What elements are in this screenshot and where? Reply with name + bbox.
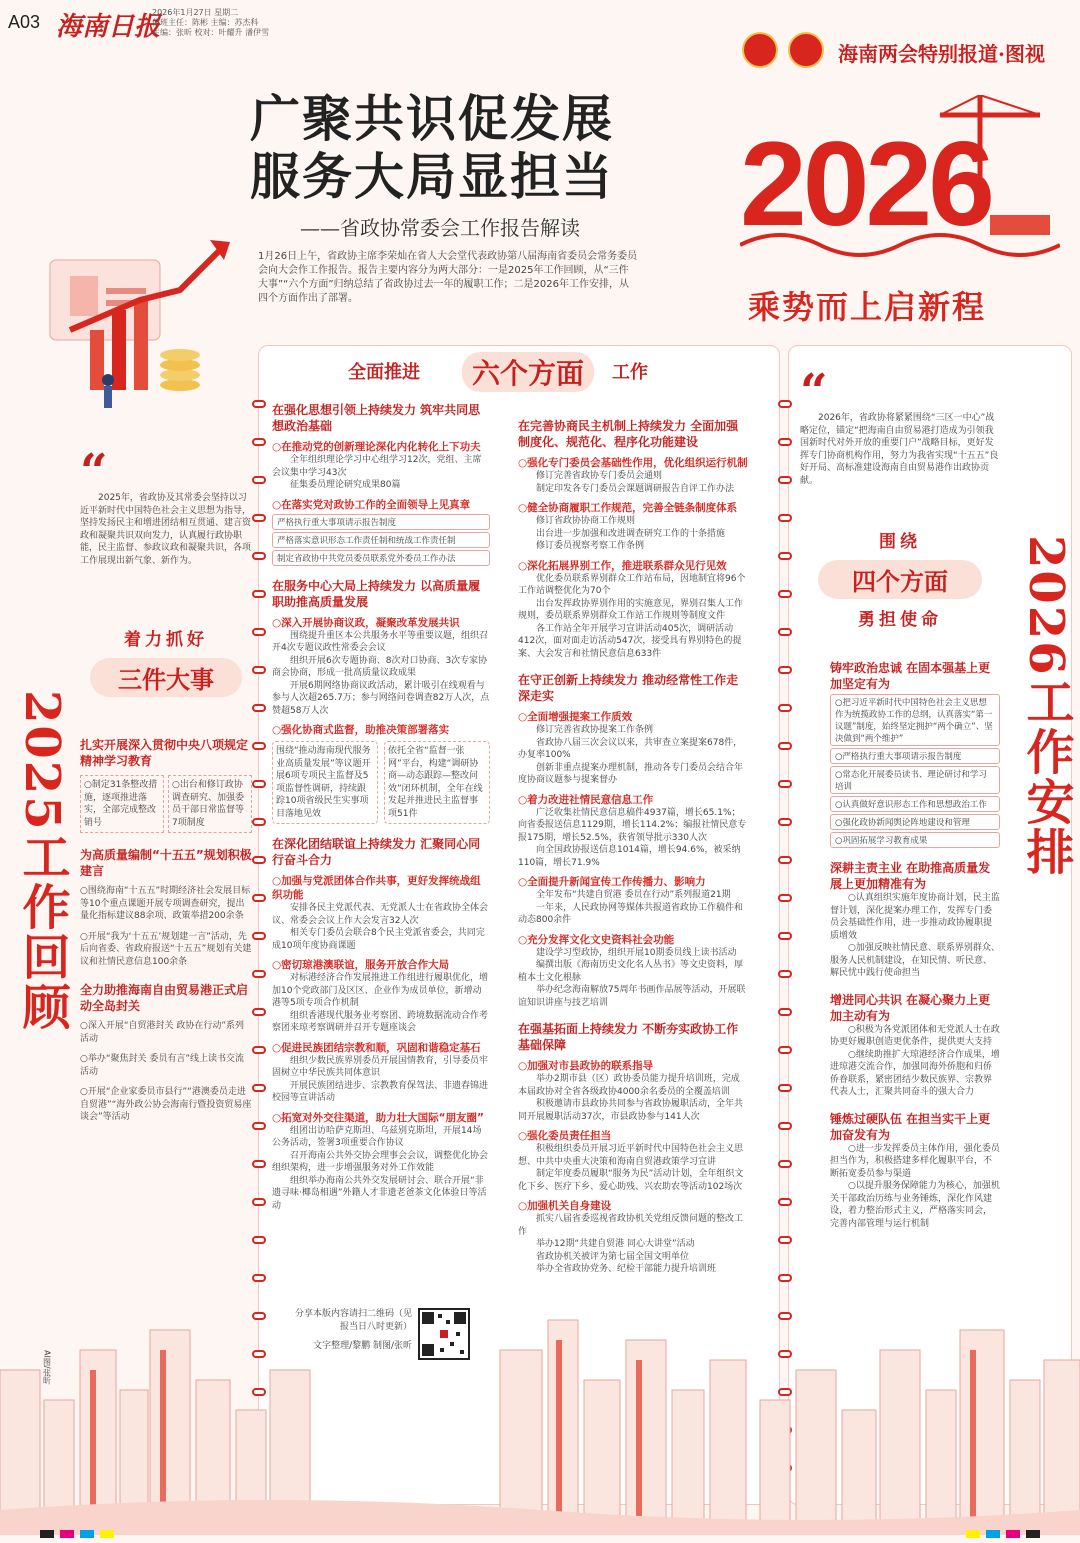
- mid-c1-subsection-title: ○强化协商式监督，助推决策部署落实: [272, 724, 450, 736]
- mid-c2-text: 广泛收集社情民意信息稿件4937篇，增长65.1%；向省委报送信息1129期，增长114.2%；编报社情民意专报175期，增长52.5%，获省领导批示330人次: [518, 807, 747, 843]
- mid-c2-subsection-title: ○深化拓展界别工作，推进联系群众见行见效: [518, 559, 727, 572]
- binder-ring: [252, 1274, 266, 1282]
- binder-ring: [778, 1198, 792, 1206]
- binder-ring: [778, 970, 792, 978]
- binder-ring: [252, 1160, 266, 1168]
- mid-c2-text: 举办2期市县（区）政协委员能力提升培训班，完成本届政协对全省各级政协4000余名委员的全覆盖培训: [518, 1074, 740, 1097]
- mid-c1-pair-a: 围绕“推动海南现代服务业高质量发展”等议题开展6项专项民主监督及5项监督性调研，持续跟踪10项省级民生实事项目落地见效: [272, 741, 378, 824]
- event-2-p1: ○围绕海南“十五五”时期经济社会发展目标等10个重点课题开展专项调查研究，提出量化指标建议88余项、政策举措200余条: [80, 886, 251, 921]
- mid-c2-text: 修订省政协协商工作规则: [536, 516, 636, 526]
- illustration-credit: AI图/张昕: [42, 1350, 52, 1385]
- binder-ring: [252, 552, 266, 560]
- plan-2026-title: 2026工作安排: [1018, 535, 1074, 877]
- mid-c2-text: 省政协八届三次会议以来，共审查立案提案678件，办复率100%: [518, 737, 743, 760]
- mid-c2-text: 优化委员联系界别群众工作站布局，因地制宜将96个工作站调整优化为70个: [518, 573, 746, 596]
- share-note: 分享本版内容请扫二维码（见报当日八时更新）: [294, 1309, 412, 1332]
- binder-ring: [252, 1008, 266, 1016]
- mid-c1-text: 组织少数民族界别委员开展国情教育，引导委员牢固树立中华民族共同体意识: [272, 1055, 489, 1078]
- mid-c2-text: 修订完善省政协专门委员会通则: [536, 471, 663, 481]
- mid-c1-text: 严格执行重大事项请示报告制度: [272, 514, 490, 530]
- plan-text: ○认真做好意识形态工作和思想政治工作: [830, 796, 1000, 812]
- event-2-p2: ○开展“我为‘十五五’规划建一言”活动，先后向省委、省政府报送“十五五”规划有关建议和社情民意信息100余条: [80, 931, 252, 967]
- binder-ring: [252, 590, 266, 598]
- binder-ring: [252, 1046, 266, 1054]
- binder-ring: [252, 1122, 266, 1130]
- page-number: A03: [8, 12, 41, 32]
- mid-c2-text: 积极组织委员开展习近平新时代中国特色社会主义思想、中共中央重大决策和海南自贸港政策学习宣讲: [518, 1144, 744, 1167]
- binder-ring: [252, 514, 266, 522]
- four-aspects-lead: 围绕: [879, 532, 921, 552]
- event-3-p3: ○开展“企业家委员市县行”“港澳委员走进自贸港”“海外政公协会海南行暨投资贸易座谈会”等活动: [80, 1087, 252, 1122]
- headline-line-1: 广聚共识促发展: [250, 90, 614, 148]
- mid-c2-subsection-title: ○着力改进社情民意信息工作: [518, 793, 654, 806]
- plan-text: ○以提升服务保障能力为核心，加强机关干部政治历练与业务锤炼，深化作风建设，着力整治形式主义，严格落实同会，完善内部管理与运行机制: [830, 1181, 1000, 1229]
- mid-c1-subsection-title: ○在推动党的创新理论深化内化转化上下功夫: [272, 441, 481, 453]
- binder-ring: [778, 628, 792, 636]
- mid-c2-text: 一年来，人民政协网等媒体共报道省政协工作稿件和动态800余件: [518, 902, 744, 925]
- main-headline: [250, 90, 614, 206]
- plan-section-title: 锤炼过硬队伍 在担当实干上更加奋发有为: [830, 1111, 991, 1142]
- binder-ring: [252, 476, 266, 484]
- binder-ring: [778, 438, 792, 446]
- binder-ring: [252, 894, 266, 902]
- review-2025-title: 2025工作回顾: [14, 690, 70, 1032]
- mid-c2-section-title: 在守正创新上持续发力 推动经常性工作走深走实: [518, 673, 739, 703]
- national-emblem-icon: [742, 32, 778, 68]
- event-3-p2: ○举办“聚焦封关 委员有言”线上读书交流活动: [80, 1054, 245, 1077]
- mid-c1-subsection-title: ○加强与党派团体合作共事，更好发挥统战组织功能: [272, 875, 481, 901]
- mid-c2-text: 建设学习型政协，组织开展10期委员线上读书活动: [536, 947, 737, 958]
- mid-c2-text: 制定年度委员履职“服务为民”活动计划，全年组织文化下乡、医疗下乡、爱心助残、兴农助农等活动102场次: [518, 1169, 744, 1192]
- mid-c1-section-title: 在强化思想引领上持续发力 筑牢共同思想政治基础: [272, 403, 481, 433]
- binder-ring: [778, 1122, 792, 1130]
- mid-c2-text: 各工作站全年开展学习宣讲活动405次，调研活动412次，面对面走访活动547次，接受具有界别特色的提案、大会发言和社情民意信息633件: [518, 623, 742, 659]
- headline-line-2: 服务大局显担当: [250, 148, 614, 206]
- binder-ring: [778, 666, 792, 674]
- mid-c2-text: 创新非重点提案办理机制，推动各专门委员会结合年度协商议题参与提案督办: [518, 762, 744, 785]
- binder-ring: [252, 400, 266, 408]
- binder-ring: [252, 970, 266, 978]
- mid-c2-subsection-title: ○加强机关自身建设: [518, 1200, 612, 1212]
- mid-c1-text: 组织香港现代服务业考察团、跨境数据流动合作考察团来琼考察调研并召开专题座谈会: [272, 1010, 489, 1033]
- binder-ring: [778, 1008, 792, 1016]
- mid-c2-section-title: 在强基拓面上持续发力 不断夯实政协工作基础保障: [518, 1022, 739, 1052]
- binder-ring: [778, 400, 792, 408]
- slogan: 乘势而上启新程: [748, 288, 987, 326]
- mid-c2-subsection-title: ○全面增强提案工作质效: [518, 711, 633, 723]
- mid-c1-text: 召开海南公共外交协会理事会会议，调整优化协会组织架构，进一步增强服务对外工作效能: [272, 1150, 489, 1173]
- binder-ring: [252, 856, 266, 864]
- mid-c2-text: 抓实八届省委巡视省政协机关党组反馈问题的整改工作: [518, 1214, 744, 1237]
- six-aspects-tail: 工作: [612, 362, 648, 383]
- event-2-title: 为高质量编制“十五五”规划积极建言: [80, 848, 252, 878]
- mid-c1-subsection-title: ○深入开展协商议政，凝聚改革发展共识: [272, 616, 460, 629]
- six-aspects-lead: 全面推进: [348, 362, 420, 383]
- mid-c1-text: 制定省政协中共党员委员联系党外委员工作办法: [272, 550, 490, 566]
- credits: 文字整理/黎鹏 制图/张昕: [313, 1341, 412, 1351]
- binder-ring: [778, 818, 792, 826]
- binder-ring: [252, 1236, 266, 1244]
- mid-c1-subsection-title: ○密切琼港澳联谊，服务开放合作大局: [272, 959, 450, 971]
- binder-ring: [778, 1236, 792, 1244]
- plan-column-top: [800, 364, 1000, 630]
- plan-text: ○认真组织实施年度协商计划，民主监督计划，深化提案办理工作，发挥专门委员会基础性作用，进一步推动政协履职提质增效: [830, 893, 1000, 941]
- binder-ring: [778, 590, 792, 598]
- event-1-boxes: [80, 775, 252, 833]
- binder-ring: [778, 1274, 792, 1282]
- mid-c1-pair: [272, 741, 490, 824]
- mid-c2-text: 向全国政协报送信息1014篇，增长94.6%，被采纳110篇，增长71.9%: [518, 845, 741, 868]
- mid-c1-text: 严格落实意识形态工作责任制和统战工作责任制: [272, 532, 490, 548]
- binder-ring: [252, 438, 266, 446]
- year-illustration: [740, 95, 1060, 265]
- mid-c1-text: 组团出访哈萨克斯坦、乌兹别克斯坦，开展14场公务活动，签署3项重要合作协议: [272, 1125, 482, 1148]
- mid-c2-subsection-title: ○强化委员责任担当: [518, 1130, 612, 1142]
- mid-c2-subsection-title: ○全面提升新闻宣传工作传播力、影响力: [518, 876, 706, 888]
- mid-c2-text: 省政协机关被评为第七届全国文明单位: [536, 1251, 690, 1262]
- cppcc-emblem-icon: [788, 32, 824, 68]
- mid-c1-section-title: 在服务中心大局上持续发力 以高质量履职助推高质量发展: [272, 578, 481, 609]
- year-number: 2026: [740, 117, 991, 251]
- review-quote: 2025年，省政协及其常委会坚持以习近平新时代中国特色社会主义思想为指导，坚持发扬民主和增进团结相互贯通、建言资政和凝聚共识双向发力，认真履行政协职能，民主监督、参政议政和凝聚共识，各项工作展现出新气象、新作为。: [80, 493, 252, 566]
- binder-ring: [778, 1084, 792, 1092]
- six-aspects-column-1: [272, 402, 490, 1212]
- three-events-lead: 着力抓好: [124, 630, 208, 650]
- event-3-p1: ○深入开展“自贸港封关 政协在行动”系列活动: [80, 1021, 245, 1044]
- plan-text: ○强化政协新闻舆论阵地建设和管理: [830, 814, 1000, 830]
- mid-c1-pair-b: 依托全省“监督一张网”平台，构建“调研协商—动态跟踪—整改问效”闭环机制，全年在线发起并推进民主监督事项51件: [384, 741, 490, 824]
- binder-ring: [778, 1046, 792, 1054]
- meta-date: 2026年1月27日 星期二: [152, 8, 239, 17]
- mid-c2-subsection-title: ○充分发挥文化文史资料社会功能: [518, 933, 675, 946]
- binder-ring: [252, 932, 266, 940]
- print-color-bar: [40, 1530, 1040, 1538]
- four-aspects-tail: 勇担使命: [858, 610, 942, 630]
- binder-ring: [778, 704, 792, 712]
- binder-ring: [778, 514, 792, 522]
- banner-title: 海南两会特别报道·图视: [838, 42, 1045, 66]
- plan-section-title: 铸牢政治忠诚 在固本强基上更加坚定有为: [830, 661, 991, 691]
- plan-text: ○进一步发挥委员主体作用，强化委员担当作为，积极搭建多样化履职平台，不断拓宽委员参与渠道: [830, 1143, 1000, 1179]
- review-column: [80, 444, 252, 1124]
- mid-c2-text: 制定印发各专门委员会课题调研报告自评工作办法: [536, 483, 735, 494]
- binder-ring: [778, 476, 792, 484]
- binder-ring: [778, 932, 792, 940]
- binder-ring: [252, 742, 266, 750]
- growth-chart-illustration: [30, 180, 260, 420]
- mid-c1-text: 全年组织理论学习中心组学习12次，党组、主席会议集中学习43次: [272, 455, 482, 478]
- binder-ring: [252, 1198, 266, 1206]
- plan-text: ○严格执行重大事项请示报告制度: [830, 748, 1000, 764]
- mid-c2-subsection-title: ○加强对市县政协的联系指导: [518, 1060, 654, 1072]
- mid-c1-text: 相关专门委员会联合8个民主党派省委会，共同完成10项年度协商课题: [272, 928, 485, 951]
- mid-c2-text: 出台进一步加强和改进调查研究工作的十条措施: [536, 528, 726, 539]
- mid-c2-text: 举办纪念海南解放75周年书画作品展等活动，开展联谊知识讲座与技艺培训: [518, 985, 746, 1008]
- mid-c2-text: 修订完善省政协提案工作条例: [536, 725, 654, 735]
- four-aspects-title: 四个方面: [818, 560, 982, 599]
- binder-ring: [778, 894, 792, 902]
- mid-c1-text: 开展6期网络协商议政活动，累计吸引在线观看与参与人次超265.7万；参与网络问卷调查82万人次，点赞超58万人次: [272, 680, 490, 716]
- event-1-title: 扎实开展深入贯彻中央八项规定精神学习教育: [80, 738, 249, 768]
- binder-ring: [778, 1160, 792, 1168]
- mid-c2-text: 积极邀请市县政协共同参与省政协履职活动，全年共同开展履职活动37次，市县政协参与141人次: [518, 1099, 744, 1122]
- mid-c2-text: 全年发布“共建自贸港 委员在行动”系列报道21期: [536, 890, 731, 900]
- binder-ring: [252, 1084, 266, 1092]
- six-aspects-column-2: [518, 418, 748, 1276]
- meta-editors: 值班主任：陈彬 主编：苏杰科: [152, 18, 259, 27]
- headline-subtitle: ——省政协常委会工作报告解读: [300, 216, 580, 240]
- mid-c1-text: 开展民族团结进步、宗教教育保驾法、非遗春锦进校园等宣讲活动: [272, 1080, 489, 1103]
- mid-c2-text: 出台发挥政协界别作用的实施意见，界别召集人工作规则，委员联系界别群众工作站工作规则等制度文件: [518, 598, 744, 621]
- plan-text: ○加强反映社情民意、联系界别群众、服务人民机制建设，在知民情、听民意、解民忧中践行使命担当: [830, 943, 1000, 978]
- mid-c1-text: 围绕提升重区本公共服务水平等重要议题，组织召开4次专题议政性常委会会议: [272, 630, 489, 653]
- binder-ring: [252, 818, 266, 826]
- plan-text: ○继续助推扩大琼港经济合作成果，增进琼港交流合作，加强同海外侨胞和归侨侨眷联系，紧密团结少数民族界、宗教界代表人士，汇聚共同奋斗的强大合力: [830, 1049, 1000, 1097]
- plan-section-title: 增进同心共识 在凝心聚力上更加主动有为: [830, 992, 991, 1023]
- mid-c2-text: 编撰出版《海南历史文化名人丛书》等文史资料，厚植本土文化根脉: [518, 960, 744, 983]
- mid-c1-text: 对标港经济合作发展推进工作组进行履职优化，增加10个党政部门及区区、企业作为成员单位，新增动港等5项专项合作机制: [272, 973, 489, 1008]
- mid-c1-text: 安排各民主党派代表、无党派人士在省政协全体会议、常委会会议上作大会发言32人次: [272, 903, 489, 926]
- three-events-title: 三件大事: [90, 658, 242, 697]
- binder-ring: [252, 780, 266, 788]
- mid-c1-subsection-title: ○拓宽对外交往渠道，助力壮大国际“朋友圈”: [272, 1111, 484, 1124]
- event-1-box-a: ○制定31条整改措施，逐项推进落实，全部完成整改销号: [80, 775, 164, 833]
- city-skyline-illustration: [0, 1310, 1080, 1535]
- mid-c1-subsection-title: ○在落实党对政协工作的全面领导上见真章: [272, 498, 471, 511]
- binder-ring: [252, 704, 266, 712]
- plan-quote: 2026年，省政协将紧紧围绕“三区一中心”战略定位，锚定“把海南自由贸易港打造成为引领我国新时代对外开放的重要门户”战略目标，更好发挥专门协商机构作用，努力为我省实现“十五五”良好开局、高标准建设海南自由贸易港作出政协贡献。: [800, 413, 999, 486]
- mid-c2-text: 修订委员视察考察工作条例: [536, 541, 645, 551]
- intro-paragraph: 1月26日上午，省政协主席李荣灿在省人大会堂代表政协第八届海南省委员会常务委员会向大会作工作报告。报告主要内容分为两大部分：一是2025年工作回顾，从“三件大事”“六个方面”归纳总结了省政协过去一年的履职工作；二是2026年工作安排，从四个方面作出了部署。: [258, 251, 638, 304]
- mid-c2-subsection-title: ○健全协商履职工作规范，完善全链条制度体系: [518, 502, 738, 514]
- plan-text: ○积极为各党派团体和无党派人士在政协更好履职创造更优条件，提供更大支持: [830, 1024, 1000, 1047]
- event-1-box-b: ○出台和修订政协调查研究、加强委员干部日常监督等7项制度: [168, 775, 252, 833]
- binder-ring: [778, 742, 792, 750]
- quote-open-icon-right: “: [800, 364, 828, 420]
- binder-ring: [778, 780, 792, 788]
- six-aspects-title: 六个方面: [462, 352, 594, 392]
- mid-c1-text: 征集委员理论研究成果80篇: [290, 480, 401, 490]
- newspaper-name: 海南日报: [56, 12, 161, 42]
- plan-text: ○常态化开展委员读书、理论研讨和学习培训: [830, 766, 1000, 794]
- quote-open-icon: “: [80, 444, 108, 500]
- masthead-meta: [152, 8, 269, 38]
- binder-ring: [778, 856, 792, 864]
- mid-c1-text: 组织开展6次专题协商、8次对口协商、3次专家协商会协商，形成一批高质量议政成果: [272, 655, 488, 678]
- mid-c2-section-title: 在完善协商民主机制上持续发力 全面加强制度化、规范化、程序化功能建设: [518, 419, 739, 449]
- binder-ring: [252, 628, 266, 636]
- plan-text: ○把习近平新时代中国特色社会主义思想作为统揽政协工作的总纲，认真落实“第一议题”制度，始终坚定拥护“两个确立”、坚决做到“两个维护”: [830, 694, 1000, 746]
- mid-c2-text: 举办12期“共建自贸港 同心大讲堂”活动: [536, 1239, 695, 1249]
- binder-ring: [778, 552, 792, 560]
- binder-ring: [252, 666, 266, 674]
- mid-c2-subsection-title: ○强化专门委员会基础性作用，优化组织运行机制: [518, 457, 748, 469]
- plan-text: ○巩固拓展学习教育成果: [830, 832, 1000, 848]
- plan-section-title: 深耕主责主业 在助推高质量发展上更加精准有为: [830, 861, 991, 891]
- meta-proof: 主编：张昕 校对：叶耀升 潘伊雪: [152, 28, 270, 37]
- mid-c1-section-title: 在深化团结联谊上持续发力 汇聚同心同行奋斗合力: [272, 837, 481, 867]
- mid-c1-subsection-title: ○促进民族团结宗教和顺，巩固和谐稳定基石: [272, 1041, 481, 1054]
- mid-c1-text: 组织举办海南公共外交发展研讨会、联合开展“非遗寻味·椰岛相遇”外籍人才非遗老爸茶文化体验日等活动: [272, 1175, 487, 1211]
- plan-items: [830, 660, 1000, 1230]
- mid-c2-text: 举办全省政协党务、纪检干部能力提升培训班: [536, 1264, 717, 1274]
- event-3-title: 全力助推海南自由贸易港正式启动全岛封关: [80, 983, 249, 1013]
